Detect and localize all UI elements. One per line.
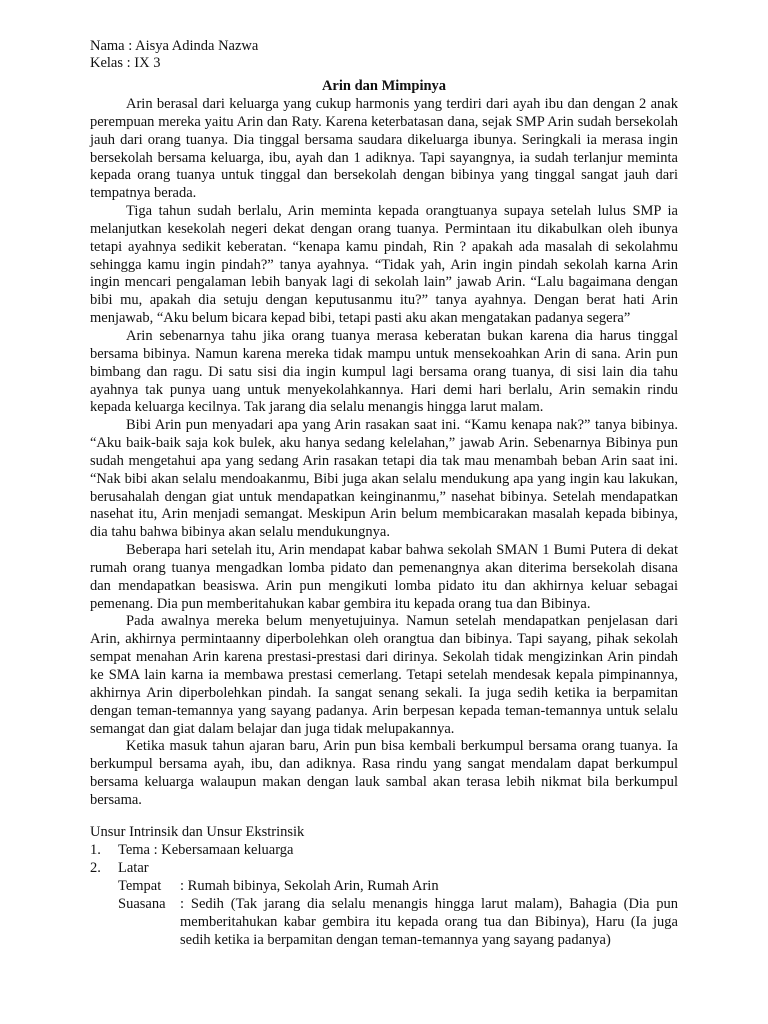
story-paragraph: Arin berasal dari keluarga yang cukup harmonis yang terdiri dari ayah ibu dan dengan 2 anak perempuan mereka yaitu Arin dan Raty. Karena keterbatasan dana, sejak SMP Arin sudah bersekolah jauh dari orang tuanya. Dia tinggal bersama saudara dikeluarga ibunya. Seringkali ia merasa ingin bersekolah bersama keluarga, ibu, ayah dan 1 adiknya. Tapi sayangnya, ia sudah terlanjur meminta kepada orang tuanya untuk tinggal dan bersekolah dengan bibinya yang tinggal sangat jauh dari tempatnya berada. <box>90 96 678 202</box>
story-paragraph: Pada awalnya mereka belum menyetujuinya. Namun setelah mendapatkan penjelasan dari Arin, akhirnya permintaanny diperbolehkan oleh orangtua dan bibinya. Tapi sayang, pihak sekolah sempat menahan Arin karena prestasi-prestasi dari dirinya. Sekolah tidak mengizinkan Arin pindah ke SMA lain karna ia membawa prestasi cemerlang. Tetapi setelah mendesak kepala pimpinannya, akhirnya Arin diperbolehkan pindah. Ia sangat senang sekali. Ia juga sedih ketika ia berpamitan dengan teman-temannya yang sayang padanya. Arin berpesan kepada teman-temannya untuk selalu semangat dan giat dalam belajar dan juga tidak melupakannya. <box>90 613 678 737</box>
list-number: 1. <box>90 842 101 858</box>
latar-suasana <box>118 895 678 949</box>
unsur-heading: Unsur Intrinsik dan Unsur Ekstrinsik <box>90 824 305 840</box>
latar-tempat <box>118 877 678 895</box>
list-text: Latar <box>118 860 149 876</box>
latar-label: Suasana <box>118 896 166 912</box>
story-body <box>90 96 678 810</box>
story-paragraph: Beberapa hari setelah itu, Arin mendapat kabar bahwa sekolah SMAN 1 Bumi Putera di dekat rumah orang tuanya mengadkan lomba pidato dan pemenangnya akan diterima bersekolah disana dan mendapatkan beasiswa. Arin pun mengikuti lomba pidato itu dan akhirnya keluar sebagai pemenang. Dia pun memberitahukan kabar gembira itu kepada orang tua dan Bibinya. <box>90 542 678 612</box>
story-paragraph: Ketika masuk tahun ajaran baru, Arin pun bisa kembali berkumpul bersama orang tuanya. Ia berkumpul bersama ayah, ibu, dan adiknya. Rasa rindu yang sangat mendalam dapat berkumpul bersama keluarga walaupun makan dengan lauk sambal akan terasa lebih nikmat bila berkumpul bersama. <box>90 738 678 808</box>
story-paragraph: Arin sebenarnya tahu jika orang tuanya merasa keberatan bukan karena dia harus tinggal bersama bibinya. Namun karena mereka tidak mampu untuk mensekoahkan Arin di sana. Arin pun bimbang dan ragu. Di satu sisi dia ingin kumpul lagi bersama orang tuanya, di sisi lain dia tahu ayahnya tak punya uang untuk menyekolahkannya. Hari demi hari berlalu, Arin semakin rindu kepada keluarga kecilnya. Tak jarang dia selalu menangis hingga larut malam. <box>90 327 678 416</box>
list-text: Tema : Kebersamaan keluarga <box>118 842 294 858</box>
student-class: Kelas : IX 3 <box>90 55 161 71</box>
student-name: Nama : Aisya Adinda Nazwa <box>90 38 259 54</box>
unsur-section <box>90 823 678 949</box>
list-item-latar <box>90 859 678 877</box>
list-number: 2. <box>90 860 101 876</box>
student-info <box>90 38 258 72</box>
list-item-tema <box>90 841 678 859</box>
latar-value: : Rumah bibinya, Sekolah Arin, Rumah Arin <box>180 878 439 894</box>
latar-value: : Sedih (Tak jarang dia selalu menangis hingga larut malam), Bahagia (Dia pun memberitahukan kabar gembira itu kepada orang tua dan Bibinya), Haru (Ia juga sedih ketika ia berpamitan dengan teman-temannya yang sayang padanya) <box>180 896 678 948</box>
story-title: Arin dan Mimpinya <box>321 78 447 94</box>
story-paragraph: Tiga tahun sudah berlalu, Arin meminta kepada orangtuanya supaya setelah lulus SMP ia melanjutkan kesekolah negeri dekat dengan orang tuanya. Permintaan itu dikabulkan oleh ibunya tetapi ayahnya sedikit keberatan. “kenapa kamu pindah, Rin ? apakah ada masalah di sekolahmu sehingga kamu ingin pindah?” tanya ayahnya. “Tidak yah, Arin ingin pindah sekolah karna Arin ingin mencari pengalaman lebih banyak lagi di sekolah lain” jawab Arin. “Lalu bagaimana dengan bibi mu, apakah dia setuju dengan keputusanmu itu?” tanya ayahnya. Dengan berat hati Arin menjawab, “Aku belum bicara kepad bibi, tetapi pasti aku akan mengatakan padanya segera” <box>90 203 678 327</box>
story-paragraph: Bibi Arin pun menyadari apa yang Arin rasakan saat ini. “Kamu kenapa nak?” tanya bibinya. “Aku baik-baik saja kok bulek, aku hanya sedang kelelahan,” jawab Arin. Sebenarnya Bibinya pun sudah mengetahui apa yang sedang Arin rasakan tetapi dia tak mau menambah beban Arin saat ini. “Nak bibi akan selalu mendoakanmu, Bibi juga akan selalu mendukung apa yang ingin kau lakukan, berusahalah dengan giat untuk mendapatkan keinginanmu,” nasehat bibinya. Setelah mendapatkan nasehat itu, Arin menjadi semangat. Meskipun Arin belum membicarakan masalah kepada bibinya, dia tahu bahwa bibinya akan selalu mendukungnya. <box>90 417 678 541</box>
latar-label: Tempat <box>118 878 162 894</box>
